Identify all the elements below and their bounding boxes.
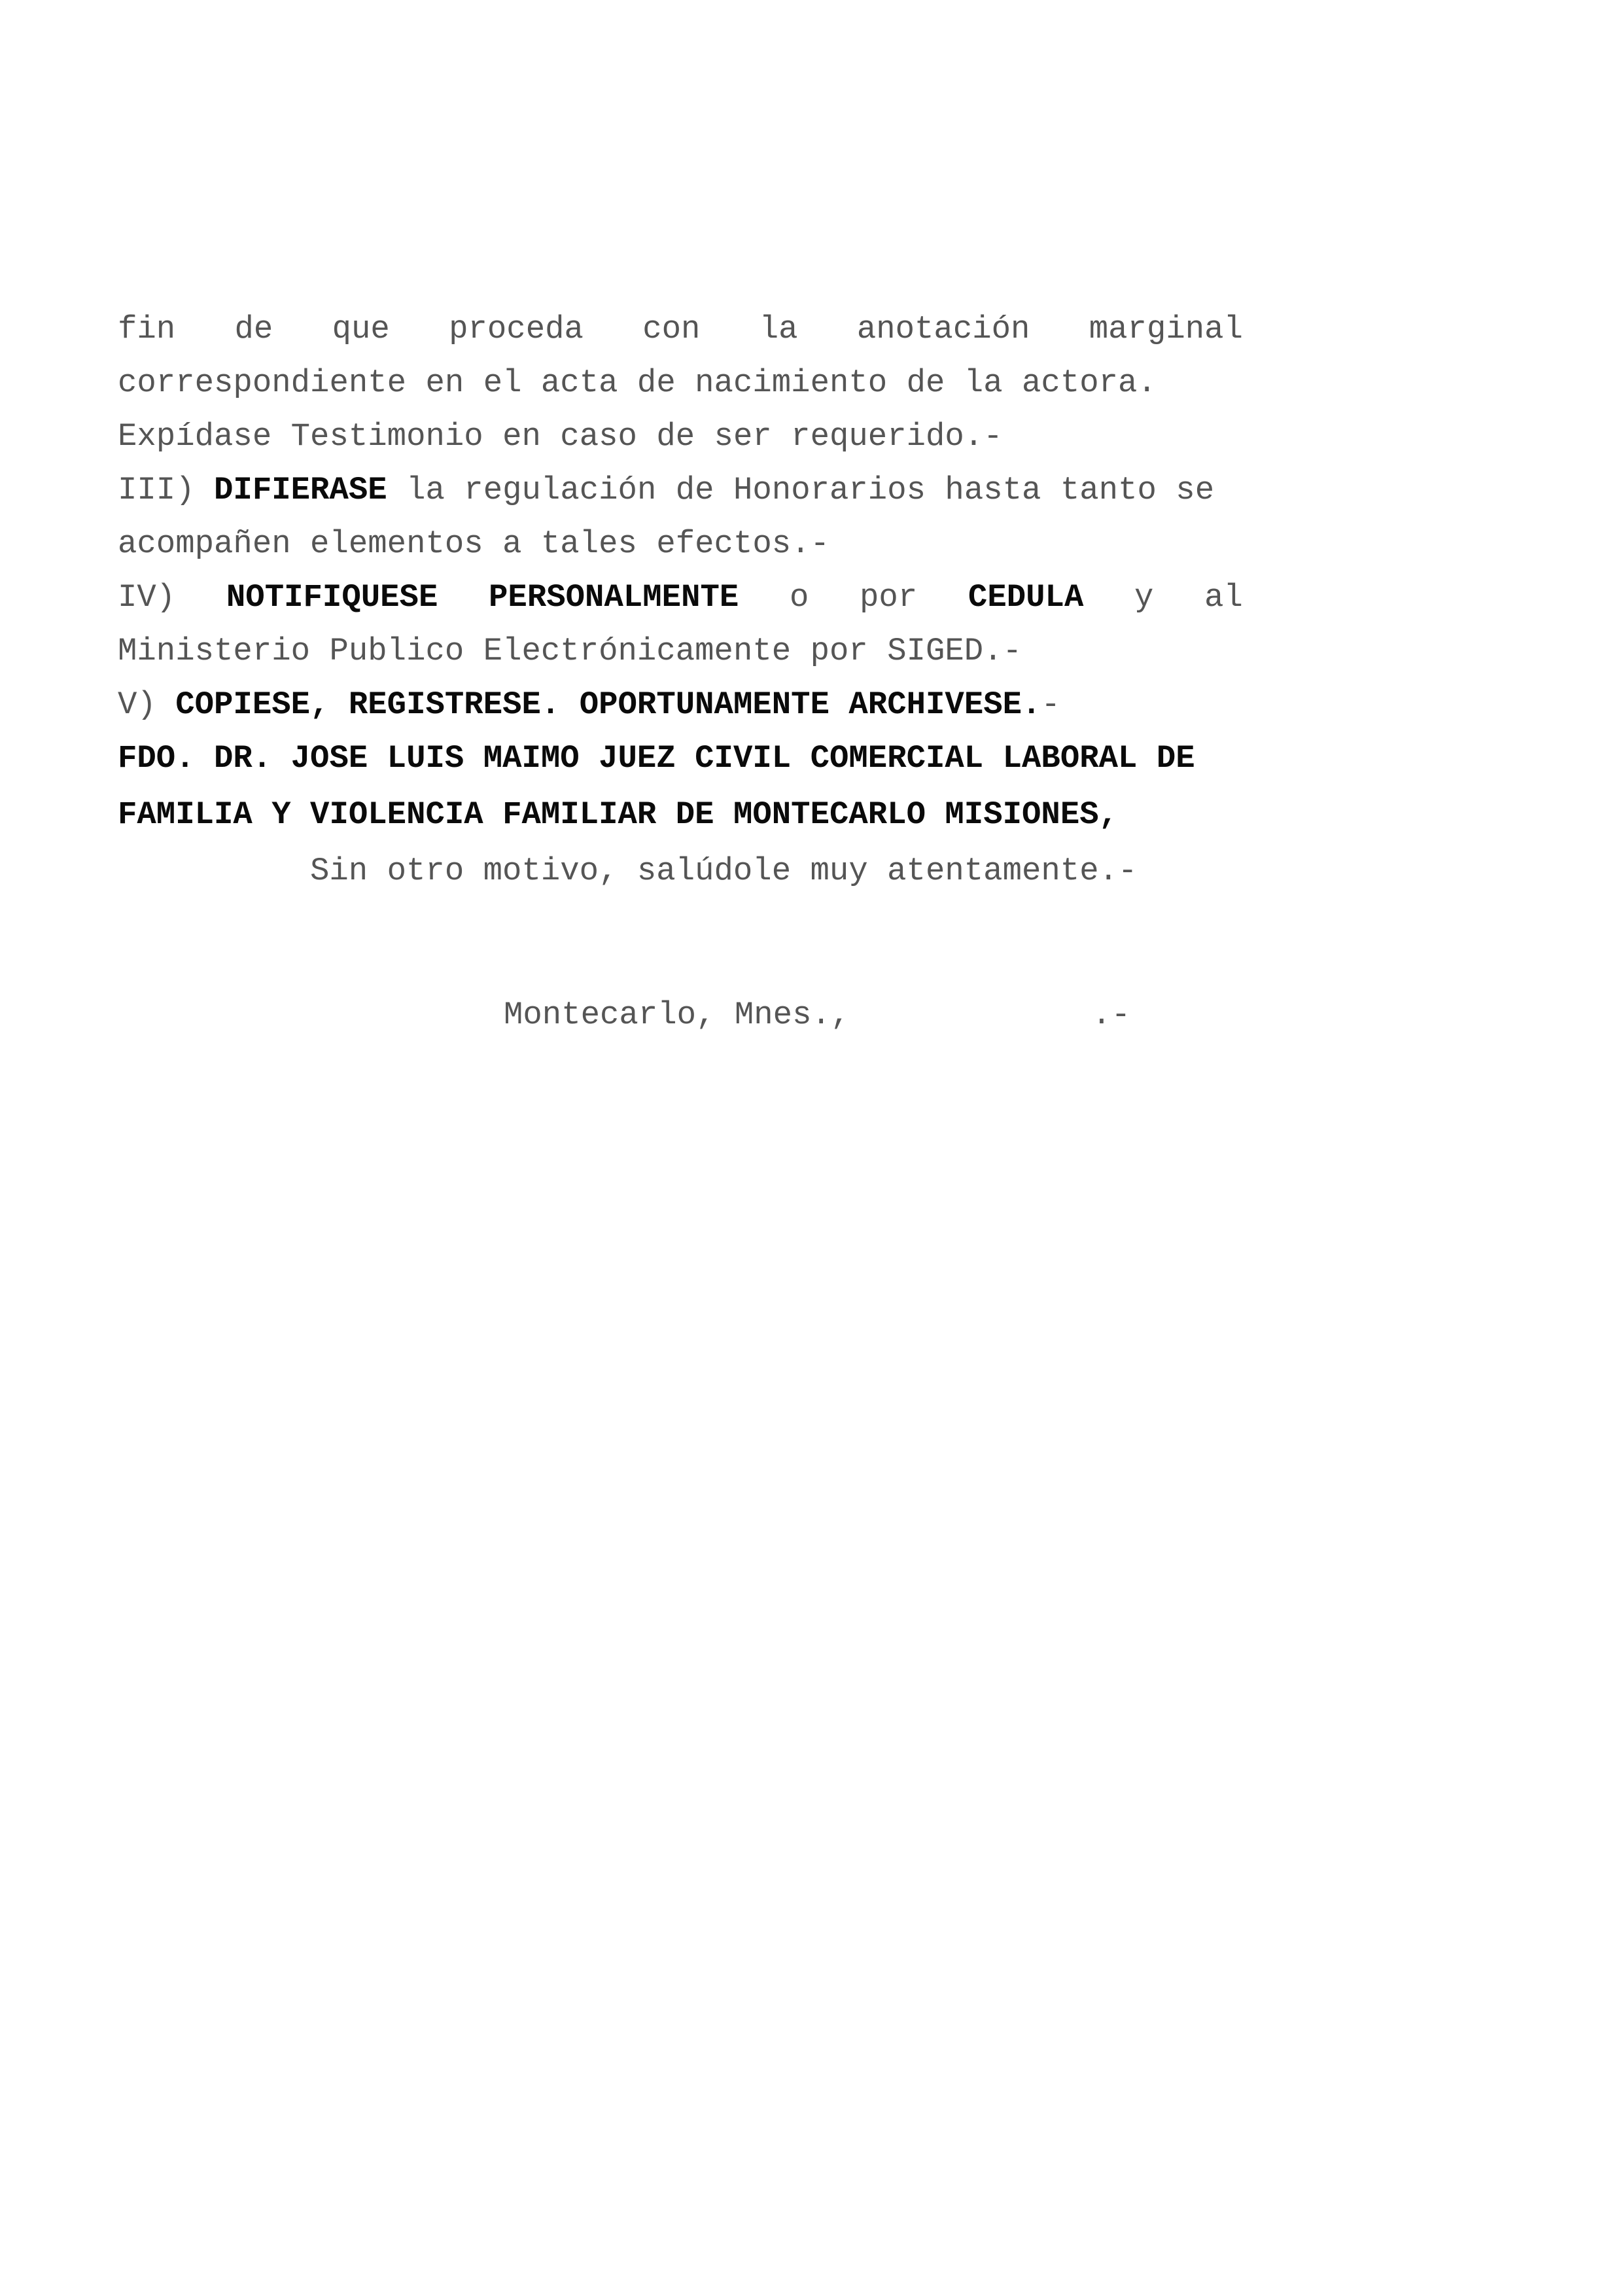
word: la <box>759 311 798 347</box>
word: que <box>332 311 390 347</box>
word: anotación <box>856 311 1030 347</box>
signature-line-2: FAMILIA Y VIOLENCIA FAMILIAR DE MONTECARLO MISIONES, <box>118 796 1119 833</box>
item-keyword: NOTIFIQUESE <box>226 579 438 616</box>
item-text: la regulación de Honorarios hasta tanto se <box>406 472 1215 508</box>
date-suffix: .- <box>1092 997 1131 1033</box>
closing-greeting: Sin otro motivo, salúdole muy atentamente.- <box>310 853 1138 889</box>
item-iii-line-1 <box>118 463 1243 517</box>
word: fin <box>118 311 176 347</box>
item-keyword: CEDULA <box>968 579 1084 616</box>
item-keyword: COPIESE, REGISTRESE. OPORTUNAMENTE ARCHIVESE. <box>175 686 1041 723</box>
item-number: III) <box>118 472 195 508</box>
item-v-line-1 <box>118 678 1243 732</box>
item-suffix: - <box>1041 686 1060 723</box>
paragraph-line-2: correspondiente en el acta de nacimiento de la actora. <box>118 364 1157 401</box>
word: y <box>1134 579 1154 616</box>
place-name: Montecarlo, Mnes., <box>504 997 850 1033</box>
word: al <box>1204 579 1243 616</box>
paragraph-line-3: Expídase Testimonio en caso de ser requerido.- <box>118 418 1003 455</box>
word: con <box>642 311 701 347</box>
item-number: V) <box>118 686 156 723</box>
item-number: IV) <box>118 579 176 616</box>
place-date-line <box>504 988 1130 1042</box>
item-iv-line-1 <box>118 571 1243 624</box>
word: por <box>860 579 918 616</box>
item-iv-line-2: Ministerio Publico Electrónicamente por SIGED.- <box>118 633 1022 669</box>
word: proceda <box>449 311 584 347</box>
document-body <box>118 302 1243 898</box>
paragraph-line-1 <box>118 302 1243 356</box>
item-keyword: DIFIERASE <box>214 472 387 508</box>
word: o <box>789 579 809 616</box>
item-keyword: PERSONALMENTE <box>489 579 739 616</box>
word: marginal <box>1089 311 1243 347</box>
signature-line-1: FDO. DR. JOSE LUIS MAIMO JUEZ CIVIL COMERCIAL LABORAL DE <box>118 740 1195 777</box>
item-iii-line-2: acompañen elementos a tales efectos.- <box>118 525 829 562</box>
word: de <box>234 311 273 347</box>
